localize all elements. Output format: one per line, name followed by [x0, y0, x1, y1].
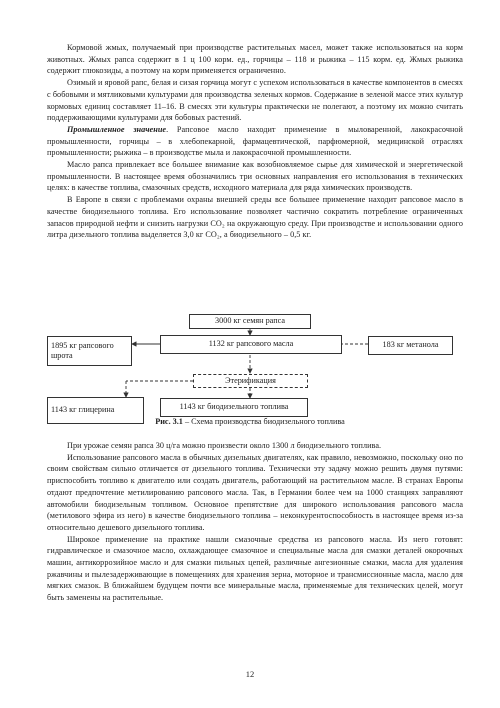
industrial-heading: Промышленное значение: [67, 124, 167, 134]
box-methanol: 183 кг метанола: [368, 336, 453, 355]
industrial-text: . Рапсовое масло находит применение в мыловаренной, лакокрасочной промышленности, горчицы – в хлебопекарной, фармацевтической, парфюмерной, медицинской отраслях промышленности; рыжика – в производстве мыла и лакокрасочной промышленности.: [47, 124, 463, 158]
text-bottom: [47, 440, 463, 604]
figure-caption-text: – Схема производства биодизельного топлива: [182, 417, 345, 426]
box-biodiesel: 1143 кг биодизельного топлива: [160, 398, 308, 417]
text-top: [47, 42, 463, 241]
paragraph-europe: В Европе в связи с проблемами охраны внешней среды все большее применение находит рапсовое масло в качестве биодизельного топлива. Его использование позволяет частично сократить потребление ограниченных запасов природной нефти и снизить нагрузки CO₂ на окружающую среду. При производстве и использовании одного литра дизельного топлива выделяется 3,0 кг CO₂, а биодизельного – 0,5 кг.: [47, 195, 463, 240]
page-number: 12: [245, 669, 255, 679]
box-glycerin: 1143 кг глицерина: [47, 397, 144, 424]
box-esterification: Этерификация: [193, 374, 308, 388]
paragraph-feed-meal: Кормовой жмых, получаемый при производстве растительных масел, может также использоваться на корм животных. Жмых рапса содержит в 1 ц 100 корм. ед., горчицы – 118 и рыжика – 115 корм. ед. Жмых рыжика содержит глюкозиды, а поэтому на корм применяется ограниченно.: [47, 43, 463, 76]
paragraph-green-fodder: Озимый и яровой рапс, белая и сизая горчица могут с успехом использоваться в качестве компонентов в смесях с бобовыми и мятликовыми культурами для производства зеленых кормов. Содержание в зеленой массе этих культур кормовых единиц составляет 11–16. В смесях эти культуры практически не полегают, а поэтому их можно считать поддерживающими культурами для бобовых растений.: [47, 78, 463, 123]
paragraph-renewable: Масло рапса привлекает все большее внимание как возобновляемое сырье для химической и энергетической промышленности. В настоящее время обозначились три основных направления его использования в технических целях: в качестве топлива, смазочных средств, исходного материала для ряда химических производств.: [47, 160, 463, 193]
paragraph-yield: При урожае семян рапса 30 ц/га можно произвести около 1300 л биодизельного топлива.: [67, 441, 382, 450]
paragraph-industrial: [47, 124, 463, 159]
box-seeds: 3000 кг семян рапса: [189, 314, 311, 329]
box-meal: 1895 кг рапсового шрота: [47, 336, 132, 366]
box-oil: 1132 кг рапсового масла: [160, 335, 342, 354]
paragraph-engines: Использование рапсового масла в обычных дизельных двигателях, как правило, невозможно, поскольку оно по своим свойствам сильно отличается от дизельного топлива. Технически эту задачу можно решить двумя путями: приспособить топливо к двигателю или создать двигатель, работающий на растительном масле. В странах Европы отдают предпочтение метилированию рапсового масла. Так, в Германии более чем на 1000 станциях заправляют автомобили биодизельным топливом. Основное препятствие для широкого использования рапсового масла (метилового эфира из него) в качестве биодизельного топлива – неконкурентоспособность в настоящее время из-за относительно дешевого дизельного топлива.: [47, 452, 463, 532]
figure-caption: [0, 417, 500, 426]
paragraph-lubricants: Широкое применение на практике нашли смазочные средства из рапсового масла. Из него готовят: гидравлическое и смазочное масло, охлаждающее смазочное и специальные масла для смазки деталей окорочных машин, антикоррозийное масло и для смазки пильных цепей, различные ангезионные смазки, масла для удаления ржавчины и пылезадерживающие в помещениях для хранения зерна, моторное и трансмиссионные масла, масло для мягких смазок. В ближайшем будущем почти все минеральные масла, применяемые для технических целей, могут быть заменены на растительные.: [47, 534, 463, 603]
figure-label: Рис. 3.1: [155, 417, 183, 426]
